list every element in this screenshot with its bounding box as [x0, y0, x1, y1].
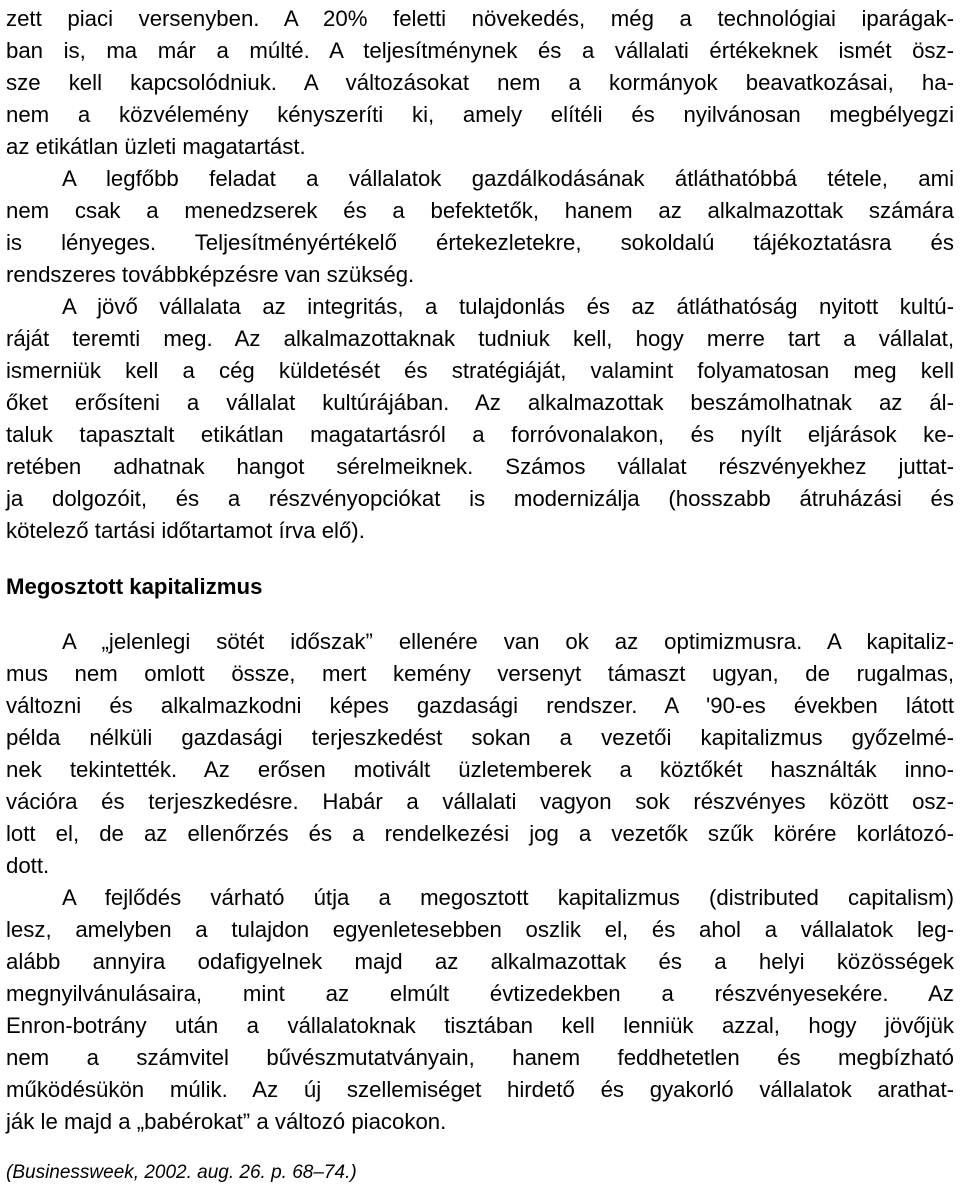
text-line: ráját teremti meg. Az alkalmazottaknak tudniuk kell, hogy merre tart a vállalat,: [6, 326, 954, 351]
text-line: rendszeres továbbképzésre van szükség.: [6, 262, 415, 287]
text-line: vációra és terjeszkedésre. Habár a vállalati vagyon sok részvényes között osz-: [6, 789, 954, 814]
text-line: ismerniük kell a cég küldetését és stratégiáját, valamint folyamatosan meg kell: [6, 358, 954, 383]
text-line: az etikátlan üzleti magatartást.: [6, 134, 306, 159]
text-line: lott el, de az ellenőrzés és a rendelkezési jog a vezetők szűk körére korlátozó-: [6, 821, 954, 846]
text-line: is lényeges. Teljesítményértékelő értekezletekre, sokoldalú tájékoztatásra és: [6, 230, 954, 255]
text-line: mus nem omlott össze, mert kemény versenyt támaszt ugyan, de rugalmas,: [6, 661, 954, 686]
text-line: nem csak a menedzserek és a befektetők, hanem az alkalmazottak számára: [6, 198, 954, 223]
text-line: A fejlődés várható útja a megosztott kapitalizmus (distributed capitalism): [62, 885, 954, 910]
text-line: zett piaci versenyben. A 20% feletti növekedés, még a technológiai iparágak-: [6, 6, 954, 31]
text-line: nek tekintették. Az erősen motivált üzletemberek a köztőkét használták inno-: [6, 757, 954, 782]
text-line: működésükön múlik. Az új szellemiséget hirdető és gyakorló vállalatok arathat-: [6, 1077, 954, 1102]
text-line: megnyilvánulásaira, mint az elmúlt évtizedekben a részvényesekére. Az: [6, 981, 954, 1006]
text-line: retében adhatnak hangot sérelmeiknek. Számos vállalat részvényekhez juttat-: [6, 454, 954, 479]
text-line: példa nélküli gazdasági terjeszkedést sokan a vezetői kapitalizmus győzelmé-: [6, 725, 954, 750]
text-line: lesz, amelyben a tulajdon egyenletesebben oszlik el, és ahol a vállalatok leg-: [6, 917, 954, 942]
text-line: kötelező tartási időtartamot írva elő).: [6, 518, 365, 543]
text-line: ják le majd a „babérokat” a változó piacokon.: [6, 1109, 447, 1134]
text-line: ja dolgozóit, és a részvényopciókat is modernizálja (hosszabb átruházási és: [6, 486, 954, 511]
text-line: őket erősíteni a vállalat kultúrájában. Az alkalmazottak beszámolhatnak az ál-: [6, 390, 954, 415]
section-heading: Megosztott kapitalizmus: [6, 574, 263, 599]
text-line: A „jelenlegi sötét időszak” ellenére van ok az optimizmusra. A kapitaliz-: [62, 629, 954, 654]
text-line: nem a számvitel bűvészmutatványain, hanem feddhetetlen és megbízható: [6, 1045, 954, 1070]
text-line: ban is, ma már a múlté. A teljesítménynek és a vállalati értékeknek ismét ösz-: [6, 38, 954, 63]
source-citation: (Businessweek, 2002. aug. 26. p. 68–74.): [6, 1162, 357, 1183]
text-line: Enron-botrány után a vállalatoknak tisztában kell lenniük azzal, hogy jövőjük: [6, 1013, 954, 1038]
text-line: dott.: [6, 853, 50, 878]
text-line: nem a közvélemény kényszeríti ki, amely elítéli és nyilvánosan megbélyegzi: [6, 102, 954, 127]
text-line: taluk tapasztalt etikátlan magatartásról a forróvonalakon, és nyílt eljárások ke-: [6, 422, 954, 447]
text-line: A legfőbb feladat a vállalatok gazdálkodásának átláthatóbbá tétele, ami: [62, 166, 954, 191]
text-line: változni és alkalmazkodni képes gazdasági rendszer. A '90-es években látott: [6, 693, 954, 718]
text-line: alább annyira odafigyelnek majd az alkalmazottak és a helyi közösségek: [6, 949, 954, 974]
text-line: sze kell kapcsolódniuk. A változásokat nem a kormányok beavatkozásai, ha-: [6, 70, 954, 95]
text-line: A jövő vállalata az integritás, a tulajdonlás és az átláthatóság nyitott kultú-: [62, 294, 954, 319]
